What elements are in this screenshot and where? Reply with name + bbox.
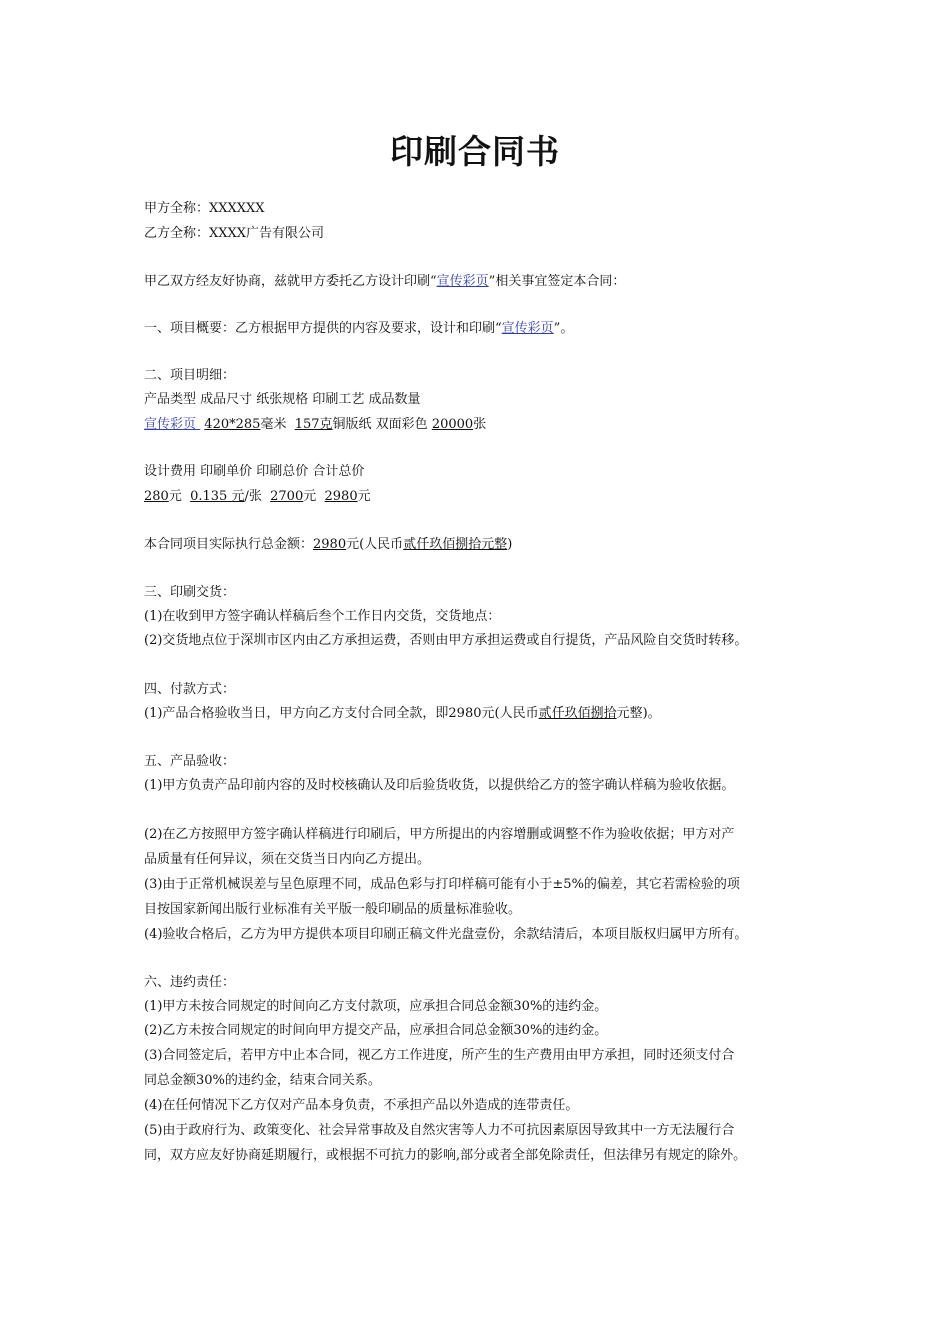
section-6-item-5b: 同，双方应友好协商延期履行，或根据不可抗力的影响,部分或者全部免除责任，但法律另有规定的除外。 xyxy=(144,1148,747,1163)
design-fee: 280 xyxy=(144,489,169,504)
section-5-heading: 五、产品验收： xyxy=(144,754,236,769)
spec-size-unit: 毫米 xyxy=(260,417,287,432)
page-title: 印刷合同书 xyxy=(390,132,560,171)
spec-quantity: 20000 xyxy=(431,417,474,432)
section-5-item-3a: (3)由于正常机械误差与呈色原理不同，成品色彩与打印样稿可能有小于±5%的偏差，其它若需检验的项 xyxy=(144,877,740,892)
sec4-after: 元整)。 xyxy=(616,706,661,721)
section-4-heading: 四、付款方式： xyxy=(144,682,236,697)
sec4-words: 贰仟玖佰捌拾 xyxy=(538,706,617,721)
section-5-item-2b: 品质量有任何异议，须在交货当日内向乙方提出。 xyxy=(144,852,431,867)
section-4-item-1 xyxy=(144,705,661,723)
section-6-item-3a: (3)合同签定后，若甲方中止本合同，视乙方工作进度，所产生的生产费用由甲方承担，同时还须支付合 xyxy=(144,1048,735,1063)
section-5-item-3b: 目按国家新闻出版行业标准有关平版一般印刷品的质量标准验收。 xyxy=(144,902,522,917)
spec-product-link[interactable] xyxy=(144,417,200,432)
product-link[interactable]: 宣传彩页 xyxy=(436,274,489,289)
section-6-heading: 六、违约责任： xyxy=(144,975,236,990)
total-rmb: 元(人民币 xyxy=(346,537,404,552)
contract-total-line xyxy=(144,536,512,554)
cost-values xyxy=(144,488,371,506)
section-1-overview xyxy=(144,320,573,338)
section-5-item-2a: (2)在乙方按照甲方签字确认样稿进行印刷后，甲方所提出的内容增删或调整不作为验收依据；甲方对产 xyxy=(144,827,735,842)
section-6-item-3b: 同总金额30%的违约金，结束合同关系。 xyxy=(144,1073,381,1088)
section-5-item-4: (4)验收合格后，乙方为甲方提供本项目印刷正稿文件光盘壹份，余款结清后，本项目版权归属甲方所有。 xyxy=(144,927,748,942)
section-6-item-2: (2)乙方未按合同规定的时间向甲方提交产品，应承担合同总金额30%的违约金。 xyxy=(144,1023,608,1038)
total-close: ) xyxy=(507,537,513,552)
section-6-item-4: (4)在任何情况下乙方仅对产品本身负责，不承担产品以外造成的连带责任。 xyxy=(144,1098,579,1113)
yuan-unit: 元 xyxy=(357,489,371,504)
section-5-item-1: (1)甲方负责产品印前内容的及时校核确认及印后验货收货，以提供给乙方的签字确认样稿为验收依据。 xyxy=(144,778,735,793)
section-2-heading: 二、项目明细： xyxy=(144,368,236,383)
grand-total: 2980 xyxy=(324,489,358,504)
per-sheet: /张 xyxy=(244,489,262,504)
product-link[interactable]: 宣传彩页 xyxy=(501,321,554,336)
spec-paper-weight: 157克 xyxy=(294,417,333,432)
section-3-item-1: (1)在收到甲方签字确认样稿后叁个工作日内交货，交货地点： xyxy=(144,609,501,624)
spec-headers: 产品类型 成品尺寸 纸张规格 印刷工艺 成品数量 xyxy=(144,392,421,407)
total-label: 本合同项目实际执行总金额： xyxy=(144,537,314,552)
spec-product[interactable]: 宣传彩页 xyxy=(144,417,197,432)
sec1-after: ”。 xyxy=(553,321,574,336)
section-6-item-5a: (5)由于政府行为、政策变化、社会异常事故及自然灾害等人力不可抗因素原因导致其中一方无法履行合 xyxy=(144,1123,735,1138)
spec-size: 420*285 xyxy=(204,417,261,432)
total-amount: 2980 xyxy=(313,537,347,552)
sec4-before: (1)产品合格验收当日，甲方向乙方支付合同全款，即2980元(人民币 xyxy=(144,706,539,721)
intro-paragraph xyxy=(144,273,625,291)
unit-price-value: 0.135 xyxy=(190,489,228,504)
sec1-before: 一、项目概要：乙方根据甲方提供的内容及要求，设计和印刷“ xyxy=(144,321,502,336)
section-3-item-2: (2)交货地点位于深圳市区内由乙方承担运费，否则由甲方承担运费或自行提货，产品风险自交货时转移。 xyxy=(144,633,748,648)
spec-paper-rest: 铜版纸 双面彩色 xyxy=(332,417,428,432)
yuan-unit: 元 xyxy=(168,489,182,504)
party-a-line: 甲方全称：XXXXXX xyxy=(144,201,265,216)
print-total: 2700 xyxy=(270,489,304,504)
section-6-item-1: (1)甲方未按合同规定的时间向乙方支付款项，应承担合同总金额30%的违约金。 xyxy=(144,999,608,1014)
spec-values xyxy=(144,416,486,434)
total-words: 贰仟玖佰捌拾元整 xyxy=(403,537,508,552)
party-b-line: 乙方全称：XXXX广告有限公司 xyxy=(144,226,325,241)
intro-after: ”相关事宜签定本合同： xyxy=(488,274,626,289)
yuan-unit: 元 xyxy=(303,489,317,504)
unit-price-yuan: 元 xyxy=(231,489,245,504)
intro-before: 甲乙双方经友好协商，兹就甲方委托乙方设计印刷“ xyxy=(144,274,437,289)
unit-price xyxy=(190,489,244,504)
section-3-heading: 三、印刷交货： xyxy=(144,585,236,600)
spec-quantity-unit: 张 xyxy=(473,417,487,432)
cost-headers: 设计费用 印刷单价 印刷总价 合计总价 xyxy=(144,464,365,479)
